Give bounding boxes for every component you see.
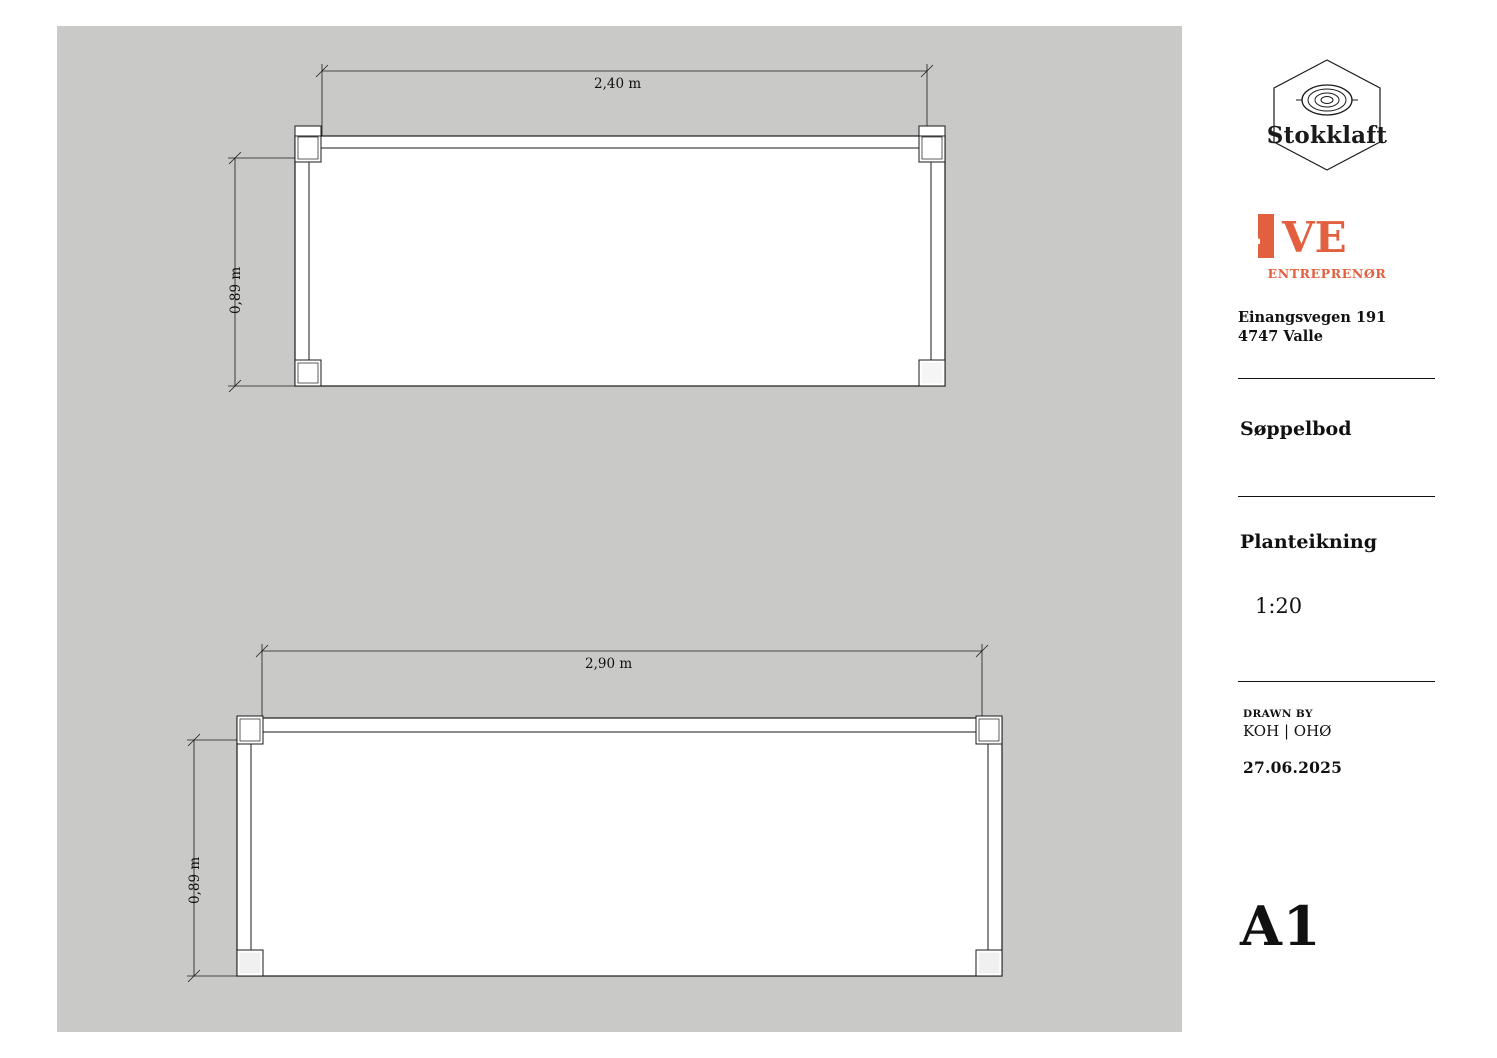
sheet-number: A1 — [1240, 894, 1322, 958]
upper-width-dimension-label: 2,40 m — [594, 76, 642, 92]
divider-2 — [1238, 496, 1435, 497]
upper-height-dimension-label: 0,89 m — [228, 266, 244, 314]
lower-height-dimension-label: 0,89 m — [187, 856, 203, 904]
ve-entreprenor-logo — [1238, 208, 1416, 294]
drawing-type: Planteikning — [1240, 531, 1378, 553]
lower-plan-view — [187, 644, 1002, 982]
lower-width-dimension-label: 2,90 m — [585, 656, 633, 672]
drawing-date: 27.06.2025 — [1243, 758, 1343, 777]
svg-text:VE: VE — [1282, 213, 1347, 262]
drawn-by-value: KOH | OHØ — [1243, 722, 1332, 740]
ve-sail-icon — [1238, 208, 1416, 264]
address-line-2: 4747 Valle — [1238, 328, 1323, 345]
stokklaft-logo-text: Stokklaft — [1266, 122, 1388, 149]
company-address — [1238, 308, 1438, 346]
drawing-canvas — [57, 26, 1182, 1032]
project-name: Søppelbod — [1240, 418, 1352, 440]
upper-plan-view — [228, 64, 945, 392]
divider-1 — [1238, 378, 1435, 379]
address-line-1: Einangsvegen 191 — [1238, 309, 1387, 326]
drawing-scale: 1:20 — [1255, 594, 1303, 618]
title-block — [1210, 26, 1442, 1032]
lower-structure-outline — [237, 716, 1002, 976]
plan-views-svg — [57, 26, 1182, 1032]
hexagon-logo-icon — [1268, 56, 1386, 174]
upper-structure-outline — [295, 126, 945, 386]
stokklaft-logo — [1238, 56, 1416, 174]
drawn-by-label: DRAWN BY — [1243, 708, 1313, 720]
divider-3 — [1238, 681, 1435, 682]
ve-entreprenor-subtitle: ENTREPRENØR — [1267, 266, 1387, 281]
